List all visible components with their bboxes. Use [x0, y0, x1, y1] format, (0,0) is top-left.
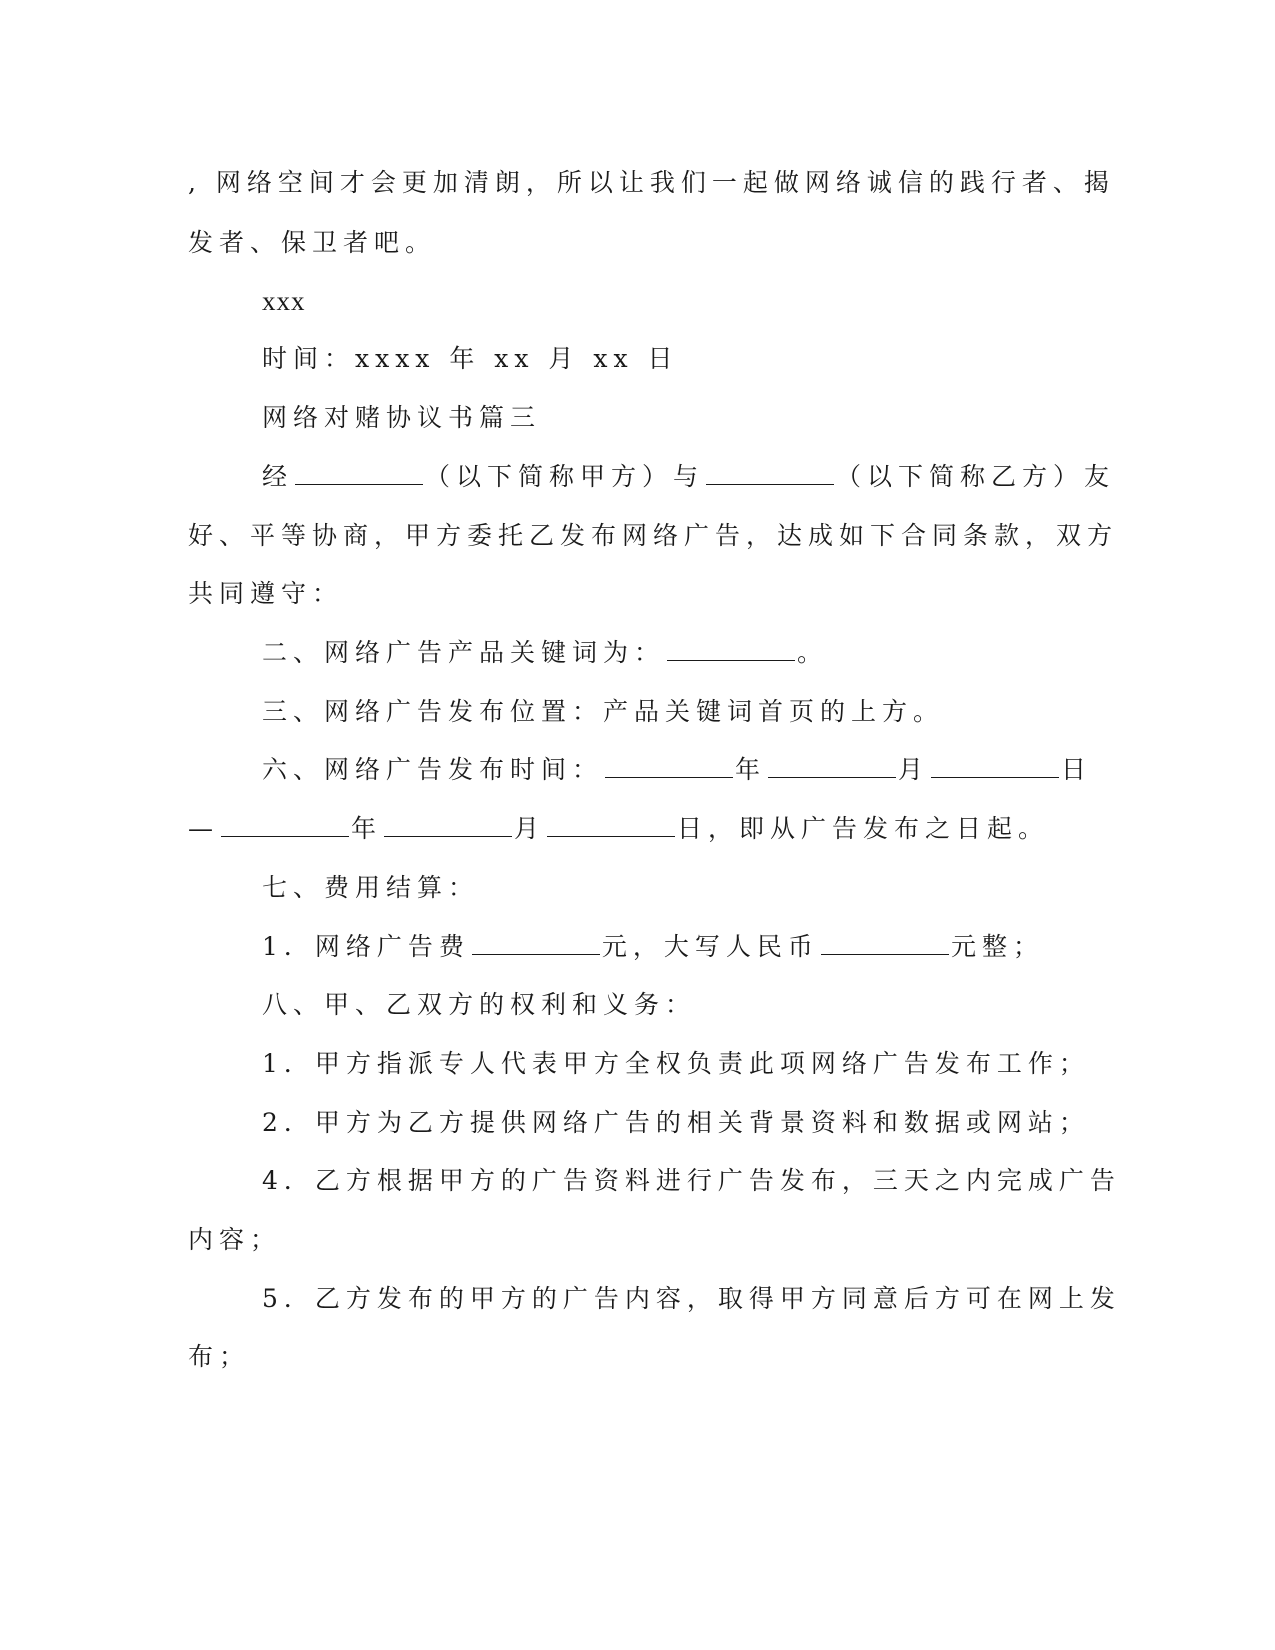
text-segment: xxx	[262, 286, 306, 316]
text-segment: 4．乙方根据甲方的广告资料进行广告发布，三天之内完成广告	[262, 1166, 1121, 1195]
paragraph-line	[262, 460, 1115, 494]
text-segment: 日	[1061, 755, 1093, 784]
paragraph-line	[188, 812, 1049, 846]
paragraph-line	[262, 871, 479, 905]
paragraph-line	[188, 1340, 250, 1374]
text-segment: 布；	[188, 1342, 251, 1371]
text-segment: 2．甲方为乙方提供网络广告的相关背景资料和数据或网站；	[262, 1108, 1090, 1137]
fill-in-blank	[221, 812, 349, 837]
fill-in-blank	[472, 930, 600, 955]
text-segment: —	[188, 814, 219, 843]
text-segment: 元整；	[950, 932, 1044, 961]
text-segment: 月	[514, 814, 546, 843]
paragraph-line	[188, 519, 1118, 553]
text-segment: 年	[735, 755, 767, 784]
paragraph-line	[262, 636, 828, 670]
text-segment: 经	[262, 462, 294, 491]
text-segment: 5．乙方发布的甲方的广告内容，取得甲方同意后方可在网上发	[262, 1284, 1121, 1313]
fill-in-blank	[605, 753, 733, 778]
fill-in-blank	[821, 930, 949, 955]
paragraph-line	[262, 1047, 1090, 1081]
paragraph-line	[188, 226, 436, 260]
text-segment: 二、网络广告产品关键词为：	[262, 638, 666, 667]
paragraph-line	[262, 1106, 1090, 1140]
text-segment: 1．网络广告费	[262, 932, 470, 961]
fill-in-blank	[931, 753, 1059, 778]
paragraph-line	[188, 577, 343, 611]
text-segment: 八、甲、乙双方的权利和义务：	[262, 990, 697, 1019]
date-line	[262, 342, 679, 376]
text-segment: 时间：xxxx 年 xx 月 xx 日	[262, 344, 679, 373]
fill-in-blank	[768, 753, 896, 778]
text-segment: 网络对赌协议书篇三	[262, 403, 542, 432]
text-segment: 共同遵守：	[188, 579, 344, 608]
fill-in-blank	[295, 460, 423, 485]
paragraph-line	[188, 1223, 281, 1257]
signature-name	[262, 284, 306, 318]
section-heading	[262, 401, 541, 435]
paragraph-line	[262, 930, 1044, 964]
text-segment: 好、平等协商，甲方委托乙发布网络广告，达成如下合同条款，双方	[188, 521, 1119, 550]
text-segment: , 网络空间才会更加清朗，所以让我们一起做网络诚信的践行者、揭	[188, 168, 1115, 197]
text-segment: 三、网络广告发布位置：产品关键词首页的上方。	[262, 697, 945, 726]
text-segment: 元，大写人民币	[601, 932, 819, 961]
text-segment: （以下简称甲方）与	[425, 462, 705, 491]
paragraph-line	[262, 988, 696, 1022]
paragraph-line	[262, 1282, 1121, 1316]
text-segment: 六、网络广告发布时间：	[262, 755, 604, 784]
text-segment: 年	[351, 814, 383, 843]
fill-in-blank	[667, 636, 795, 661]
paragraph-line	[188, 166, 1115, 200]
text-segment: 1．甲方指派专人代表甲方全权负责此项网络广告发布工作；	[262, 1049, 1090, 1078]
paragraph-line	[262, 1164, 1121, 1198]
fill-in-blank	[384, 812, 512, 837]
text-segment: （以下简称乙方）友	[836, 462, 1116, 491]
text-segment: 发者、保卫者吧。	[188, 228, 437, 257]
fill-in-blank	[547, 812, 675, 837]
text-segment: 七、费用结算：	[262, 873, 480, 902]
paragraph-line	[262, 695, 944, 729]
text-segment: 月	[898, 755, 930, 784]
text-segment: 内容；	[188, 1225, 282, 1254]
text-segment: 日，即从广告发布之日起。	[677, 814, 1050, 843]
text-segment: 。	[797, 638, 829, 667]
paragraph-line	[262, 753, 1092, 787]
fill-in-blank	[706, 460, 834, 485]
